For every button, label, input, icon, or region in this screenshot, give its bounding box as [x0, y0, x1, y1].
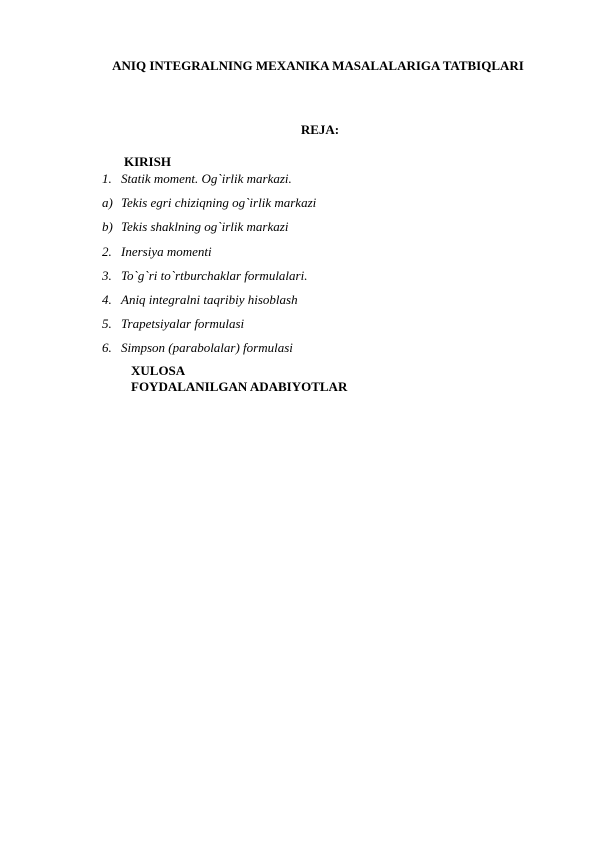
document-title: ANIQ INTEGRALNING MEXANIKA MASALALARIGA TATBIQLARI: [112, 58, 524, 73]
toc-item: [102, 268, 316, 292]
toc-item-marker: 1.: [102, 171, 112, 186]
toc-item: [102, 171, 316, 195]
toc-item-text: Tekis shaklning og`irlik markazi: [121, 219, 289, 235]
toc-item-marker: b): [102, 219, 113, 235]
toc-item-marker: a): [102, 195, 113, 211]
toc-item-text: Simpson (parabolalar) formulasi: [121, 340, 293, 356]
closing-sections: [131, 363, 347, 395]
toc-item-marker: 4.: [102, 291, 112, 307]
toc-item-marker: 3.: [102, 267, 112, 283]
toc-item-marker: 2.: [102, 243, 112, 259]
toc-item-text: Trapetsiyalar formulasi: [121, 316, 245, 332]
table-of-contents: [102, 171, 316, 365]
toc-item-text: Aniq integralni taqribiy hisoblash: [121, 291, 298, 307]
toc-item-marker: 6.: [102, 340, 112, 356]
intro-heading: KIRISH: [124, 154, 171, 169]
references-heading: FOYDALANILGAN ADABIYOTLAR: [131, 379, 348, 394]
toc-item: [102, 340, 316, 364]
toc-item: [102, 195, 316, 219]
toc-item: [102, 316, 316, 340]
toc-item: [102, 244, 316, 268]
conclusion-heading: XULOSA: [131, 363, 186, 378]
toc-item-text: Statik moment. Og`irlik markazi.: [121, 171, 292, 186]
toc-item-text: Inersiya momenti: [121, 243, 212, 259]
toc-item-text: Tekis egri chiziqning og`irlik markazi: [121, 195, 317, 211]
toc-item-text: To`g`ri to`rtburchaklar formulalari.: [121, 267, 308, 283]
toc-item-marker: 5.: [102, 316, 112, 332]
toc-item: [102, 292, 316, 316]
toc-item: [102, 219, 316, 243]
plan-heading: REJA:: [300, 122, 340, 137]
